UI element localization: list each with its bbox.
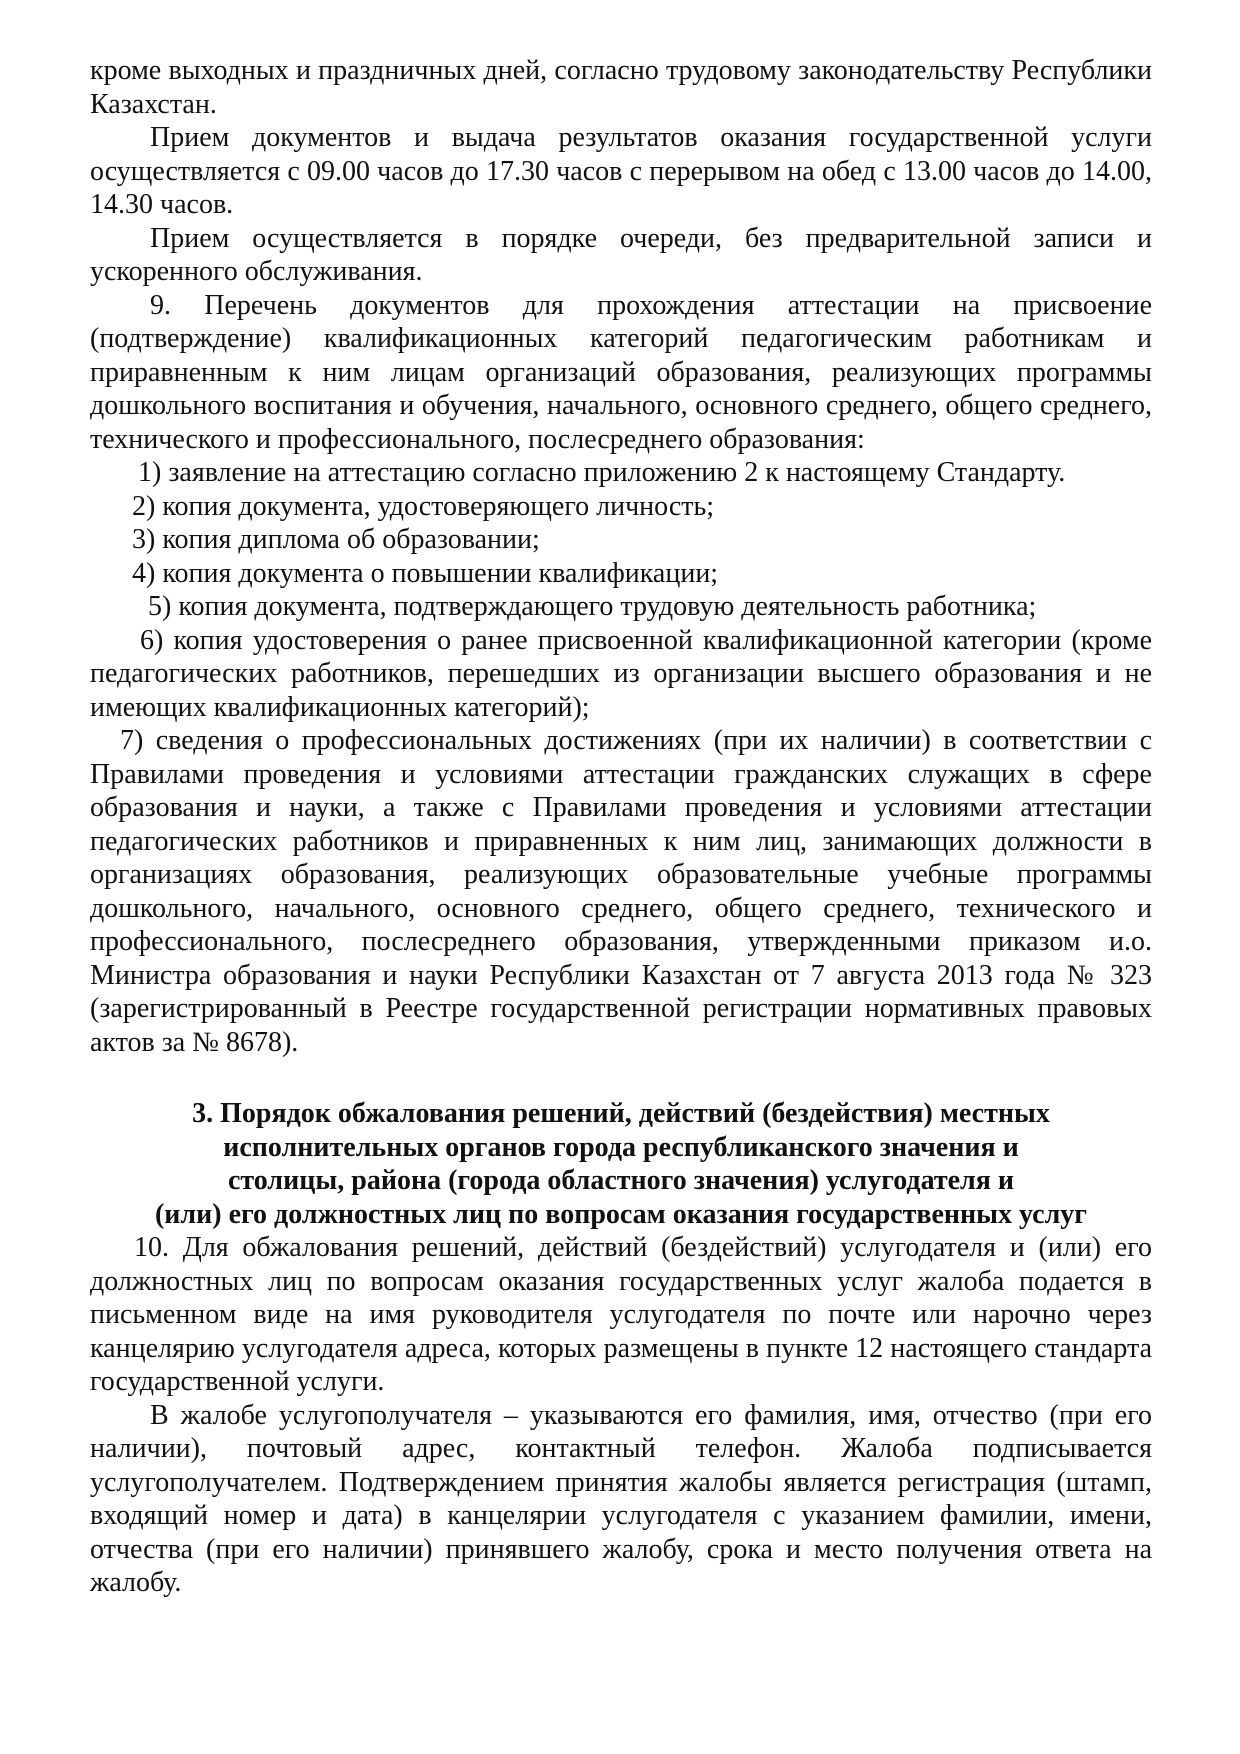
heading-line: 3. Порядок обжалования решений, действий (бездействия) местных [192, 1098, 1050, 1129]
document-list-item: 7) сведения о профессиональных достижениях (при их наличии) в соответствии с Правилами проведения и условиями аттестации гражданских служащих в сфере образования и науки, а также с Правилами проведения и условиями аттестации педагогических работников и приравненных к ним лиц, занимающих должности в организациях образования, реализующих образовательные учебные программы дошкольного, начального, основного среднего, общего среднего, технического и профессионального, послесреднего образования, утвержденными приказом и.о. Министра образования и науки Республики Казахстан от 7 августа 2013 года № 323 (зарегистрированный в Реестре государственной регистрации нормативных правовых актов за № 8678). [90, 725, 1152, 1058]
reception-hours-paragraph: Прием документов и выдача результатов оказания государственной услуги осуществляется с 09.00 часов до 17.30 часов с перерывом на обед с 13.00 часов до 14.00, 14.30 часов. [90, 122, 1152, 220]
intro-paragraph: кроме выходных и праздничных дней, согласно трудовому законодательству Республики Казахстан. [90, 55, 1152, 120]
section-spacer [90, 1059, 1152, 1097]
section-10-paragraph: 10. Для обжалования решений, действий (бездействий) услугодателя и (или) его должностных лиц по вопросам оказания государственных услуг жалоба подается в письменном виде на имя руководителя услугодателя по почте или нарочно через канцелярию услугодателя адреса, которых размещены в пункте 12 настоящего стандарта государственной услуги. [90, 1232, 1152, 1397]
heading-line: (или) его должностных лиц по вопросам оказания государственных услуг [154, 1198, 1088, 1230]
document-list-item: 3) копия диплома об образовании; [132, 524, 540, 555]
complaint-paragraph: В жалобе услугополучателя – указываются его фамилия, имя, отчество (при его наличии), почтовый адрес, контактный телефон. Жалоба подписывается услугополучателем. Подтверждением принятия жалобы является регистрация (штамп, входящий номер и дата) в канцелярии услугодателя с указанием фамилии, имени, отчества (при его наличии) принявшего жалобу, срока и место получения ответа на жалобу. [90, 1399, 1152, 1598]
document-list-item: 6) копия удостоверения о ранее присвоенной квалификационной категории (кроме педагогических работников, перешедших из организации высшего образования и не имеющих квалификационных категорий); [90, 624, 1152, 723]
document-list-item: 2) копия документа, удостоверяющего личность; [132, 490, 715, 522]
document-list-item: 4) копия документа о повышении квалификации; [132, 557, 719, 589]
heading-line: столицы, района (города областного значения) услугодателя и [227, 1165, 1015, 1196]
document-list-item: 5) копия документа, подтверждающего трудовую деятельность работника; [148, 591, 1037, 622]
document-list-item: 1) заявление на аттестацию согласно приложению 2 к настоящему Стандарту. [138, 457, 1066, 488]
section-9-paragraph: 9. Перечень документов для прохождения аттестации на присвоение (подтверждение) квалификационных категорий педагогическим работникам и приравненным к ним лицам организаций образования, реализующих программы дошкольного воспитания и обучения, начального, основного среднего, общего среднего, технического и профессионального, послесреднего образования: [90, 289, 1152, 455]
document-page [90, 54, 1152, 1600]
section-3-heading [90, 1097, 1152, 1231]
queue-note-paragraph: Прием осуществляется в порядке очереди, без предварительной записи и ускоренного обслуживания. [90, 222, 1152, 287]
heading-line: исполнительных органов города республиканского значения и [223, 1131, 1019, 1163]
